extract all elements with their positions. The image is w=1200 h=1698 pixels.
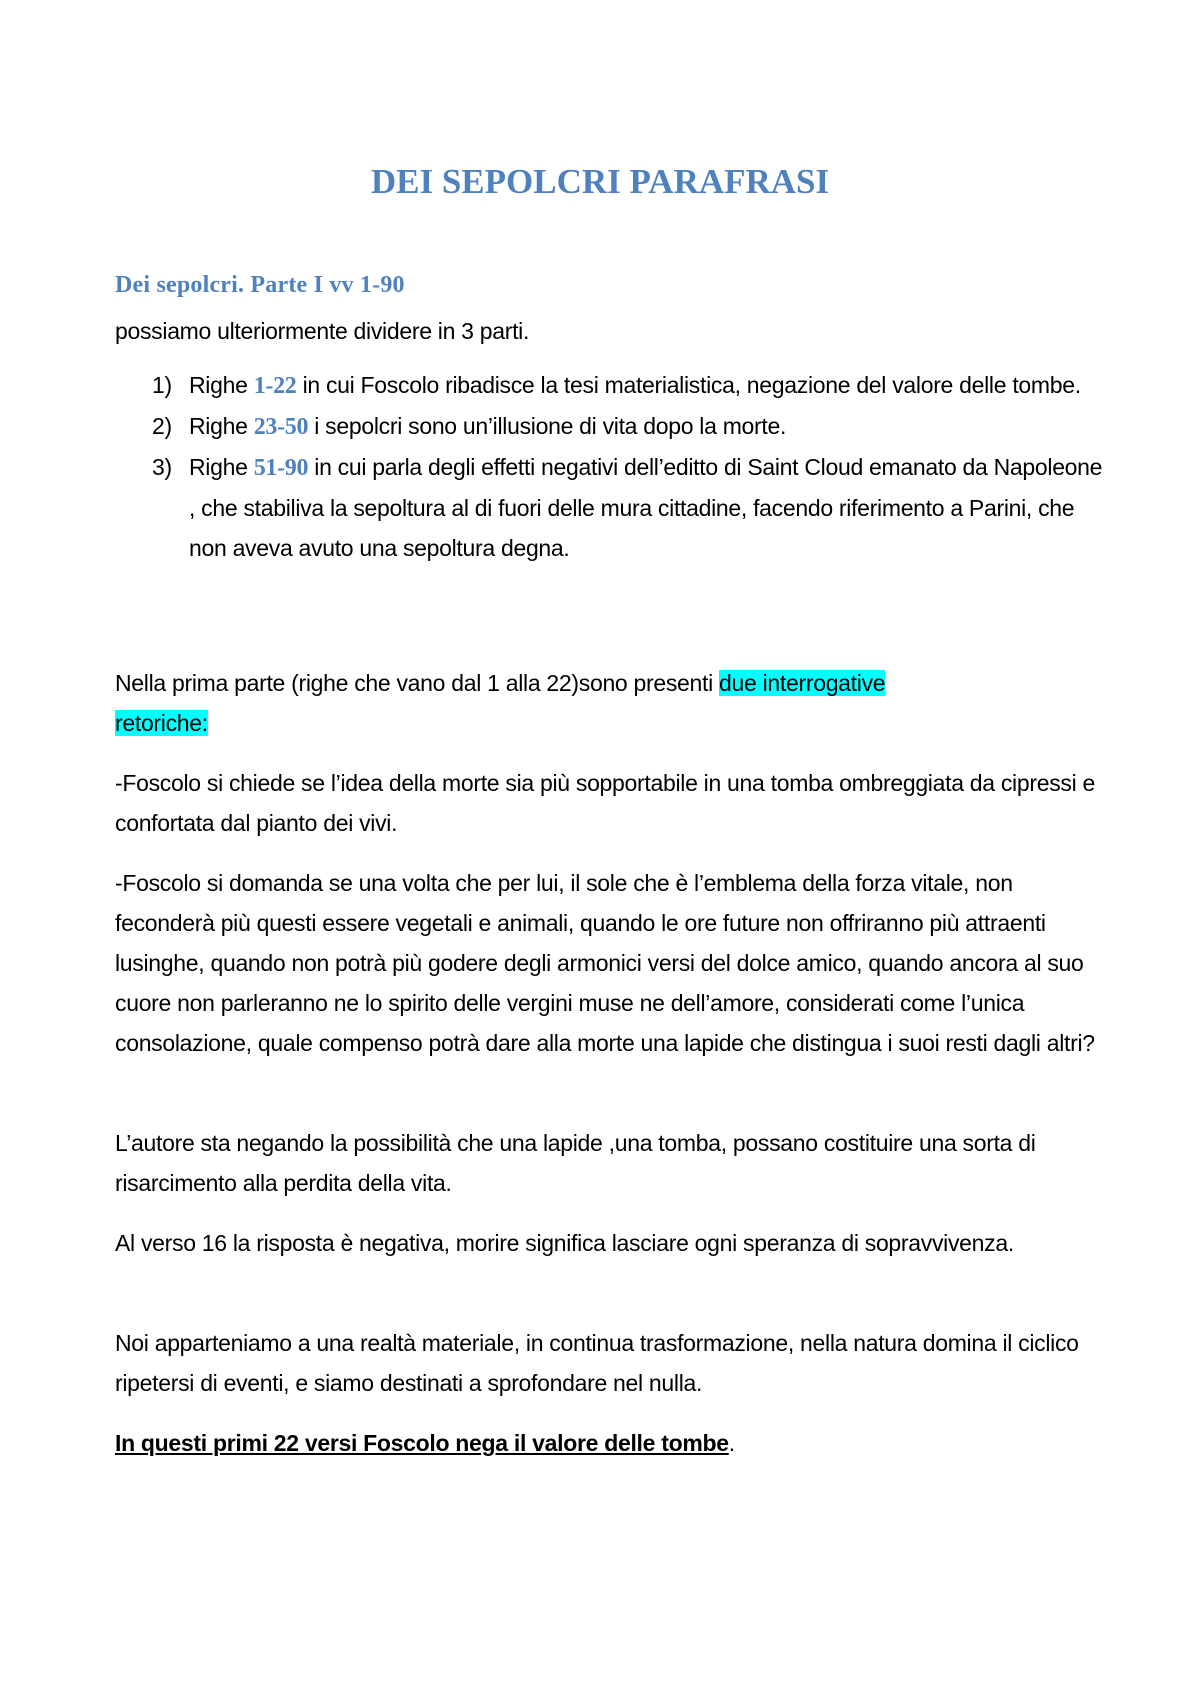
paragraph-author: L’autore sta negando la possibilità che una lapide ,una tomba, possano costituire una sorta di risarcimento alla perdita della vita. <box>115 1130 1036 1196</box>
conclusion-text: In questi primi 22 versi Foscolo nega il valore delle tombe <box>115 1430 729 1456</box>
list-number: 2) <box>152 413 172 439</box>
verse-range: 23-50 <box>253 414 309 440</box>
list-text-prefix: Righe <box>189 413 254 439</box>
paragraph-question-one: -Foscolo si chiede se l’idea della morte sia più sopportabile in una tomba ombreggiata da cipressi e confortata dal pianto dei vivi. <box>115 770 1096 836</box>
list-text-prefix: Righe <box>189 454 254 480</box>
intro-line: possiamo ulteriormente dividere in 3 parti. <box>115 318 530 344</box>
list-item <box>115 365 1105 406</box>
list-number: 3) <box>152 454 172 480</box>
paragraph-question-two: -Foscolo si domanda se una volta che per lui, il sole che è l’emblema della forza vitale, non feconderà più questi essere vegetali e animali, quando le ore future non offriranno più attraenti lusinghe, quando non potrà più godere degli armonici versi del dolce amico, quando ancora al suo cuore non parleranno ne lo spirito delle vergini muse ne dell’amore, considerati come l’unica consolazione, quale compenso potrà dare alla morte una lapide che distingua i suoi resti dagli altri? <box>115 870 1095 1056</box>
conclusion-line <box>115 1423 1105 1463</box>
document-title: DEI SEPOLCRI PARAFRASI <box>370 162 830 201</box>
paragraph-verse-16: Al verso 16 la risposta è negativa, morire significa lasciare ogni speranza di sopravvivenza. <box>115 1230 1014 1256</box>
list-number: 1) <box>152 372 172 398</box>
highlighted-text: due interrogative <box>719 670 886 696</box>
paragraph-material-reality: Noi apparteniamo a una realtà materiale, in continua trasformazione, nella natura domina il ciclico ripetersi di eventi, e siamo destinati a sprofondare nel nulla. <box>115 1330 1079 1396</box>
paragraph-text: Nella prima parte (righe che vano dal 1 alla 22)sono presenti <box>115 670 720 696</box>
list-text: i sepolcri sono un’illusione di vita dopo la morte. <box>308 413 787 439</box>
verse-range: 1-22 <box>253 373 297 399</box>
section-heading: Dei sepolcri. Parte I vv 1-90 <box>115 272 405 298</box>
highlighted-text: retoriche: <box>115 710 208 736</box>
list-item <box>115 406 1105 447</box>
list-item <box>115 447 1105 568</box>
paragraph-first-part <box>115 663 1105 743</box>
conclusion-period: . <box>728 1430 735 1456</box>
list-text: in cui Foscolo ribadisce la tesi materialistica, negazione del valore delle tombe. <box>296 372 1081 398</box>
list-text-prefix: Righe <box>189 372 254 398</box>
parts-list <box>115 365 1105 568</box>
list-text: in cui parla degli effetti negativi dell’editto di Saint Cloud emanato da Napoleone , che stabiliva la sepoltura al di fuori delle mura cittadine, facendo riferimento a Parini, che non aveva avuto una sepoltura degna. <box>189 454 1103 561</box>
verse-range: 51-90 <box>253 455 309 481</box>
